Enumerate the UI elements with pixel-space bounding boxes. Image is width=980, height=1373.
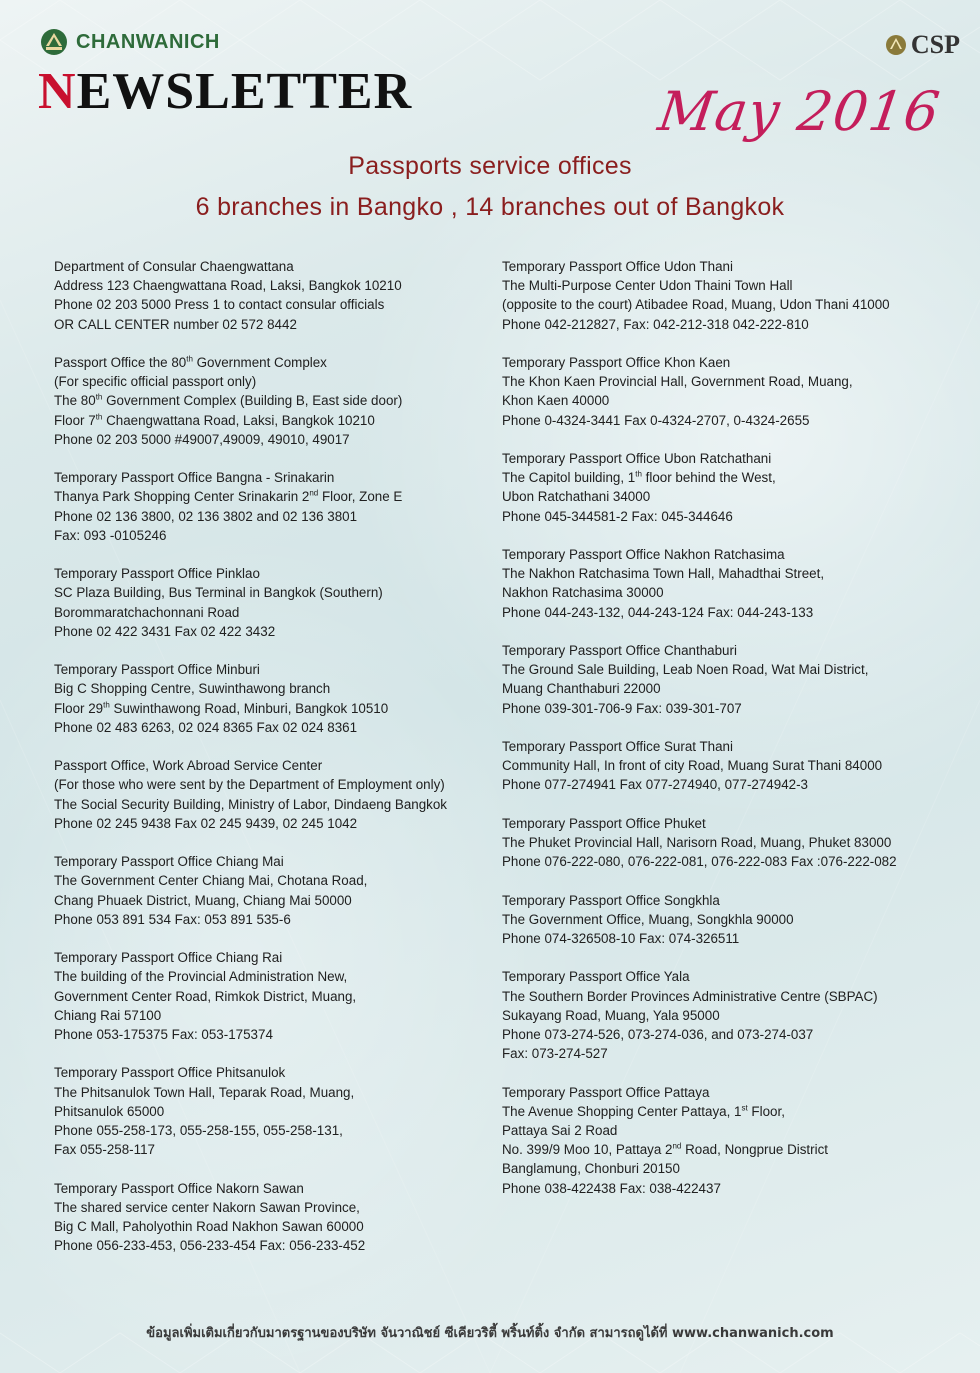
office-line: Government Center Road, Rimkok District, Muang, (54, 988, 357, 1004)
office-line: Borommaratchachonnani Road (54, 604, 240, 620)
office-line: Fax 055-258-117 (54, 1142, 155, 1158)
office-line: Chang Phuaek District, Muang, Chiang Mai 50000 (54, 892, 352, 908)
office-line: Passport Office, Work Abroad Service Center (54, 758, 323, 774)
office-line: No. 399/9 Moo 10, Pattaya 2nd Road, Nongprue District (502, 1141, 829, 1158)
brand-name: CHANWANICH (76, 30, 220, 53)
office-line: Temporary Passport Office Phitsanulok (54, 1065, 286, 1081)
office-line: The Government Center Chiang Mai, Chotana Road, (54, 873, 368, 889)
office-line: Phone 045-344581-2 Fax: 045-344646 (502, 508, 733, 524)
office-line: Temporary Passport Office Bangna - Srinakarin (54, 470, 335, 486)
office-line: Muang Chanthaburi 22000 (502, 681, 661, 697)
office-line: The shared service center Nakorn Sawan Province, (54, 1199, 360, 1215)
newsletter-first-letter: N (38, 63, 77, 120)
office-line: Big C Shopping Centre, Suwinthawong branch (54, 681, 331, 697)
csp-logo (885, 30, 960, 60)
office-entry (54, 564, 494, 641)
office-entry (54, 948, 494, 1044)
office-entry (502, 737, 962, 795)
office-entry (502, 353, 962, 430)
office-line: Temporary Passport Office Ubon Ratchathani (502, 451, 772, 466)
office-entry (54, 353, 494, 449)
office-line: Ubon Ratchathani 34000 (502, 489, 651, 505)
left-office-column (54, 257, 494, 1275)
office-line: The Capitol building, 1th floor behind the West, (502, 469, 776, 486)
office-line: Phone 053-175375 Fax: 053-175374 (54, 1027, 273, 1043)
office-line: Address 123 Chaengwattana Road, Laksi, Bangkok 10210 (54, 278, 402, 294)
office-line: Pattaya Sai 2 Road (502, 1123, 618, 1138)
office-entry (502, 641, 962, 718)
office-line: Department of Consular Chaengwattana (54, 259, 294, 274)
office-line: Temporary Passport Office Songkhla (502, 892, 720, 908)
newsletter-rest: EWSLETTER (76, 63, 413, 120)
office-line: The 80th Government Complex (Building B, East side door) (54, 392, 403, 409)
office-line: The building of the Provincial Administration New, (54, 969, 348, 985)
office-line: Temporary Passport Office Udon Thani (502, 259, 733, 274)
office-line: Temporary Passport Office Minburi (54, 662, 260, 678)
page-title: Passports service offices (348, 152, 632, 180)
office-line: Banglamung, Chonburi 20150 (502, 1161, 680, 1177)
office-line: (For those who were sent by the Department of Employment only) (54, 777, 445, 793)
office-line: Phone 073-274-526, 073-274-036, and 073-274-037 (502, 1027, 814, 1042)
newsletter-title (38, 62, 412, 122)
office-line: Temporary Passport Office Chanthaburi (502, 643, 737, 658)
page-subtitle: 6 branches in Bangko , 14 branches out of Bangkok (195, 193, 785, 221)
office-line: Nakhon Ratchasima 30000 (502, 585, 664, 601)
office-line: Temporary Passport Office Yala (502, 969, 690, 985)
office-line: Phone 053 891 534 Fax: 053 891 535-6 (54, 911, 291, 927)
office-line: The Nakhon Ratchasima Town Hall, Mahadthai Street, (502, 566, 825, 582)
office-line: Phone 02 483 6263, 02 024 8365 Fax 02 024 8361 (54, 719, 358, 735)
office-line: Temporary Passport Office Surat Thani (502, 739, 733, 754)
office-entry (502, 967, 962, 1063)
footer-note: ข้อมูลเพิ่มเติมเกี่ยวกับมาตรฐานของบริษัท จันวาณิชย์ ซีเคียวริตี้ พริ้นท์ติ้ง จำกัด สามารถดูได้ที่ www.chanwanich.com (146, 1326, 834, 1341)
office-entry (54, 660, 494, 737)
csp-emblem-icon (885, 34, 907, 56)
office-entry (54, 1179, 494, 1256)
office-line: Phone 02 203 5000 #49007,49009, 49010, 49017 (54, 431, 350, 447)
office-line: Phone 038-422438 Fax: 038-422437 (502, 1180, 721, 1196)
office-line: The Phuket Provincial Hall, Narisorn Road, Muang, Phuket 83000 (502, 835, 892, 850)
office-line: Passport Office the 80th Government Complex (54, 354, 327, 370)
office-entry (502, 257, 962, 334)
office-line: The Government Office, Muang, Songkhla 90000 (502, 911, 794, 927)
office-entry (54, 756, 494, 833)
office-line: Phone 02 203 5000 Press 1 to contact consular officials (54, 297, 385, 313)
office-line: The Southern Border Provinces Administrative Centre (SBPAC) (502, 988, 878, 1004)
office-line: Temporary Passport Office Phuket (502, 815, 706, 831)
office-line: Community Hall, In front of city Road, Muang Surat Thani 84000 (502, 758, 883, 774)
office-entry (502, 891, 962, 949)
office-line: Phone 02 136 3800, 02 136 3802 and 02 136 3801 (54, 508, 358, 524)
office-entry (54, 257, 494, 334)
office-line: Phone 077-274941 Fax 077-274940, 077-274942-3 (502, 777, 809, 793)
office-line: Chiang Rai 57100 (54, 1007, 162, 1023)
office-line: The Multi-Purpose Center Udon Thaini Town Hall (502, 278, 793, 294)
office-line: Phone 055-258-173, 055-258-155, 055-258-131, (54, 1123, 343, 1139)
office-line: Phitsanulok 65000 (54, 1103, 165, 1119)
office-line: Floor 7th Chaengwattana Road, Laksi, Bangkok 10210 (54, 412, 375, 428)
office-entry (502, 1083, 962, 1198)
csp-text: CSP (910, 30, 960, 59)
office-line: The Phitsanulok Town Hall, Teparak Road, Muang, (54, 1084, 355, 1100)
office-line: Sukayang Road, Muang, Yala 95000 (502, 1007, 720, 1023)
office-entry (54, 1063, 494, 1159)
office-line: Temporary Passport Office Nakorn Sawan (54, 1180, 304, 1196)
office-line: Temporary Passport Office Khon Kaen (502, 355, 731, 370)
office-line: OR CALL CENTER number 02 572 8442 (54, 316, 297, 332)
office-line: The Avenue Shopping Center Pattaya, 1st Floor, (502, 1103, 785, 1119)
office-line: Phone 039-301-706-9 Fax: 039-301-707 (502, 700, 742, 716)
office-line: Floor 29th Suwinthawong Road, Minburi, Bangkok 10510 (54, 700, 389, 716)
office-entry (502, 449, 962, 526)
office-line: The Social Security Building, Ministry of Labor, Dindaeng Bangkok (54, 796, 448, 812)
right-office-column (502, 257, 962, 1217)
office-line: Phone 076-222-080, 076-222-081, 076-222-083 Fax :076-222-082 (502, 854, 897, 870)
office-entry (54, 468, 494, 545)
office-line: Phone 042-212827, Fax: 042-212-318 042-222-810 (502, 316, 809, 332)
office-entry (54, 852, 494, 929)
office-line: Phone 056-233-453, 056-233-454 Fax: 056-233-452 (54, 1238, 366, 1254)
office-line: Temporary Passport Office Nakhon Ratchasima (502, 547, 785, 562)
office-line: The Khon Kaen Provincial Hall, Government Road, Muang, (502, 374, 853, 390)
office-line: Temporary Passport Office Chiang Mai (54, 854, 284, 870)
office-line: Temporary Passport Office Pattaya (502, 1084, 710, 1100)
issue-date: May 2016 (654, 80, 945, 143)
office-line: Khon Kaen 40000 (502, 393, 610, 409)
office-line: Phone 044-243-132, 044-243-124 Fax: 044-243-133 (502, 604, 814, 620)
office-line: (opposite to the court) Atibadee Road, Muang, Udon Thani 41000 (502, 297, 890, 313)
office-line: Temporary Passport Office Pinklao (54, 566, 260, 582)
office-line: Fax: 073-274-527 (502, 1046, 608, 1062)
office-line: Temporary Passport Office Chiang Rai (54, 950, 283, 966)
office-line: Fax: 093 -0105246 (54, 527, 167, 543)
office-line: The Ground Sale Building, Leab Noen Road, Wat Mai District, (502, 662, 869, 678)
office-line: Phone 02 422 3431 Fax 02 422 3432 (54, 623, 276, 639)
office-line: Phone 0-4324-3441 Fax 0-4324-2707, 0-4324-2655 (502, 412, 810, 428)
office-line: Phone 074-326508-10 Fax: 074-326511 (502, 931, 740, 946)
office-entry (502, 545, 962, 622)
chanwanich-emblem-icon (40, 28, 68, 56)
office-line: (For specific official passport only) (54, 374, 257, 390)
chanwanich-logo (40, 28, 220, 56)
office-line: Phone 02 245 9438 Fax 02 245 9439, 02 245 1042 (54, 815, 358, 831)
office-line: SC Plaza Building, Bus Terminal in Bangkok (Southern) (54, 585, 383, 601)
office-line: Thanya Park Shopping Center Srinakarin 2nd Floor, Zone E (54, 488, 403, 505)
office-line: Big C Mall, Paholyothin Road Nakhon Sawan 60000 (54, 1219, 364, 1235)
office-entry (502, 814, 962, 872)
